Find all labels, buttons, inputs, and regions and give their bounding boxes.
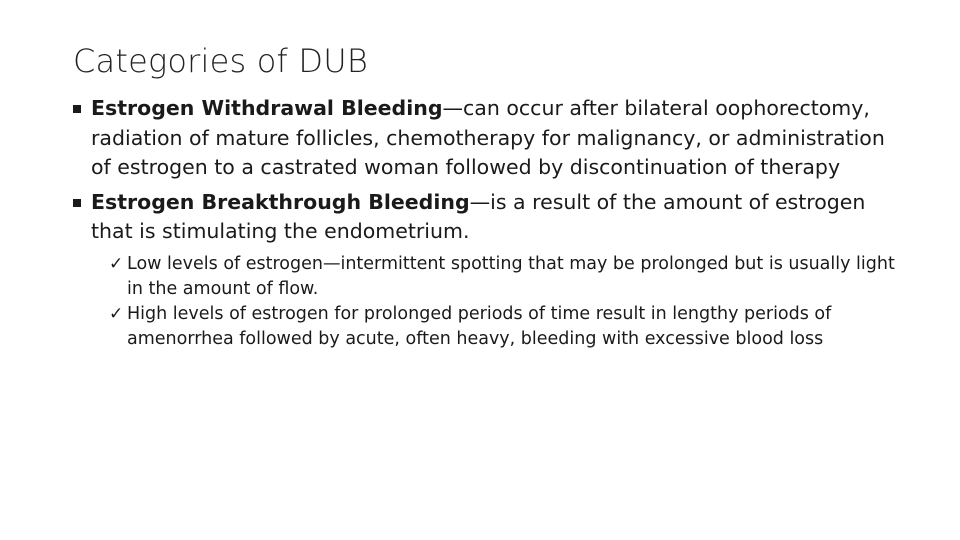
sub-bullet-item: [91, 302, 903, 352]
bullet-text: —is a result of the amount of estrogen that is stimulating the endometrium.: [91, 189, 866, 243]
slide-content: [73, 94, 903, 352]
sub-bullet-item: [91, 252, 903, 302]
bullet-heading: Estrogen Withdrawal Bleeding: [91, 96, 443, 120]
sub-bullet-text: Low levels of estrogen—intermittent spotting that may be prolonged but is usually light in the amount of flow.: [127, 253, 895, 299]
square-bullet-icon: [73, 105, 81, 113]
slide-title: Categories of DUB: [73, 42, 368, 80]
bullet-heading: Estrogen Breakthrough Bleeding: [91, 189, 470, 214]
sub-bullet-text: High levels of estrogen for prolonged periods of time result in lengthy periods of amenorrhea followed by acute, often heavy, bleeding with excessive blood loss: [127, 303, 832, 349]
bullet-text: —can occur after bilateral oophorectomy, radiation of mature follicles, chemotherapy for malignancy, or administration of estrogen to a castrated woman followed by discontinuation of therapy: [91, 96, 885, 179]
bullet-item: [73, 94, 903, 183]
bullet-item: [73, 188, 903, 247]
check-mark-icon: ✓: [109, 253, 124, 274]
check-mark-icon: ✓: [109, 303, 124, 324]
square-bullet-icon: [73, 199, 81, 207]
sub-bullet-list: [91, 252, 903, 352]
